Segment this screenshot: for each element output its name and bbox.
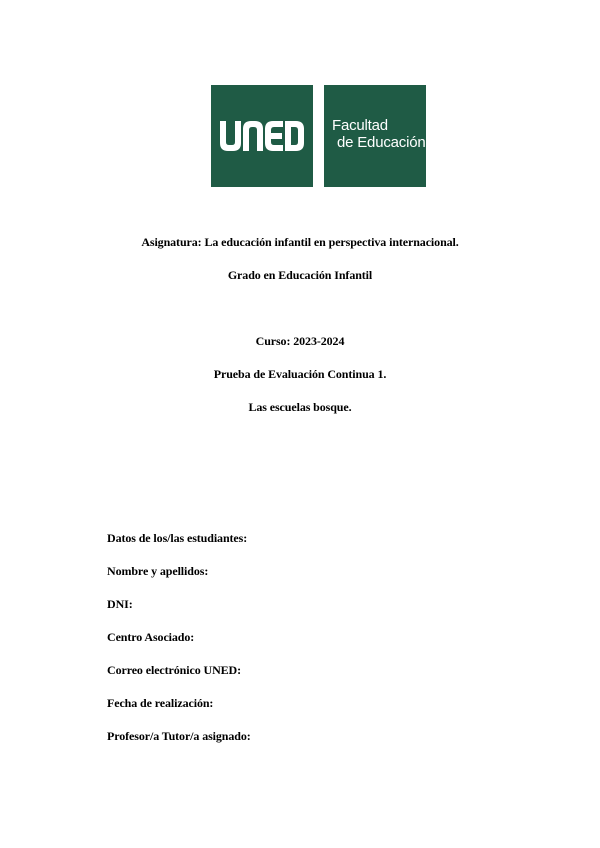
uned-logo <box>211 85 426 187</box>
subject-title: Asignatura: La educación infantil en perspectiva internacional. <box>141 235 459 249</box>
dni-field-label: DNI: <box>107 597 133 611</box>
faculty-line-2: de Educación <box>337 134 426 151</box>
faculty-label-block <box>324 85 426 187</box>
course-year: Curso: 2023-2024 <box>255 334 345 348</box>
date-field-label: Fecha de realización: <box>107 696 214 710</box>
tutor-field-label: Profesor/a Tutor/a asignado: <box>107 729 251 743</box>
student-data-heading: Datos de los/las estudiantes: <box>107 531 248 545</box>
email-field-label: Correo electrónico UNED: <box>107 663 241 677</box>
evaluation-title: Prueba de Evaluación Continua 1. <box>213 367 387 381</box>
faculty-line-1: Facultad <box>332 117 388 134</box>
degree-title: Grado en Educación Infantil <box>227 268 373 282</box>
topic-title: Las escuelas bosque. <box>248 400 352 414</box>
associated-center-label: Centro Asociado: <box>107 630 195 644</box>
name-field-label: Nombre y apellidos: <box>107 564 209 578</box>
uned-wordmark-icon <box>220 121 304 151</box>
uned-logo-mark <box>211 85 313 187</box>
